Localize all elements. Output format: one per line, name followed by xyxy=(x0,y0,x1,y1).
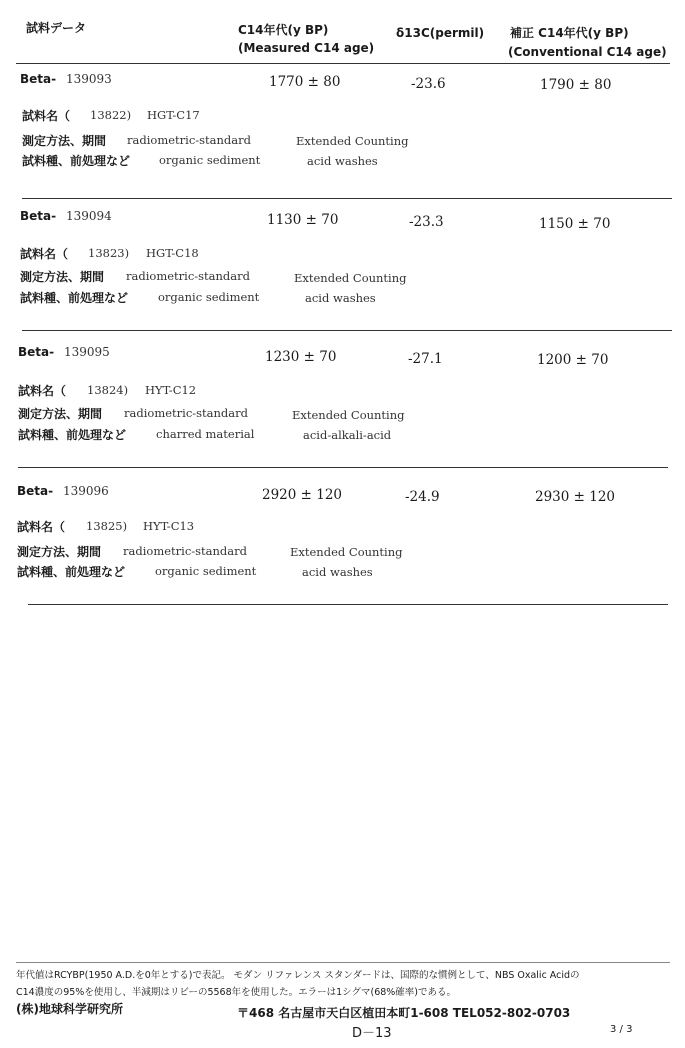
sample-code: HGT-C18 xyxy=(146,246,199,260)
material-value: organic sediment xyxy=(155,564,257,578)
record-rule xyxy=(22,198,672,199)
pretreatment-value: acid-alkali-acid xyxy=(303,428,392,442)
method-label: 測定方法、期間 xyxy=(18,407,103,421)
header-rule xyxy=(16,63,670,64)
conventional-age: 2930 ± 120 xyxy=(535,489,616,505)
method-label: 測定方法、期間 xyxy=(17,545,102,559)
header-measured-age-en: (Measured C14 age) xyxy=(238,41,375,55)
sample-number: 13823) xyxy=(88,246,130,260)
record-rule xyxy=(28,604,668,605)
pretreatment-value: acid washes xyxy=(307,154,378,168)
delta-13c: -24.9 xyxy=(405,489,440,505)
material-label: 試料種、前処理など xyxy=(20,291,129,305)
sample-code: HYT-C12 xyxy=(145,383,197,397)
method-value: radiometric-standard xyxy=(124,406,249,420)
header-measured-age: C14年代(y BP) xyxy=(238,23,329,37)
sample-number: 13822) xyxy=(90,108,132,122)
record-rule xyxy=(18,467,668,468)
delta-13c: -23.3 xyxy=(409,214,444,230)
page-count: 3 / 3 xyxy=(610,1024,633,1035)
header-delta-13c: δ13C(permil) xyxy=(396,26,485,40)
material-value: organic sediment xyxy=(159,153,261,167)
material-value: charred material xyxy=(156,427,255,441)
material-label: 試料種、前処理など xyxy=(17,565,126,579)
delta-13c: -27.1 xyxy=(408,351,443,367)
page-code: D－13 xyxy=(352,1026,392,1041)
conventional-age: 1790 ± 80 xyxy=(540,77,612,93)
material-value: organic sediment xyxy=(158,290,260,304)
company-address: 〒468 名古屋市天白区植田本町1-608 TEL052-802-0703 xyxy=(237,1006,571,1020)
sample-name-label: 試料名（ xyxy=(22,109,71,123)
material-label: 試料種、前処理など xyxy=(22,154,131,168)
pretreatment-value: acid washes xyxy=(302,565,373,579)
method-detail: Extended Counting xyxy=(292,408,405,422)
footer-note-line1: 年代値はRCYBP(1950 A.D.を0年とする)で表記。 モダン リファレンス スタンダードは、国際的な慣例として、NBS Oxalic Acidの xyxy=(16,970,580,981)
material-label: 試料種、前処理など xyxy=(18,428,127,442)
measured-age: 1130 ± 70 xyxy=(267,212,339,228)
method-label: 測定方法、期間 xyxy=(20,270,105,284)
pretreatment-value: acid washes xyxy=(305,291,376,305)
footer-note-line2: C14濃度の95%を使用し、半減期はリビーの5568年を使用した。エラーは1シグマ(68%確率)である。 xyxy=(16,987,457,998)
measured-age: 1230 ± 70 xyxy=(265,349,337,365)
method-value: radiometric-standard xyxy=(123,544,248,558)
header-sample-data: 試料データ xyxy=(26,21,87,35)
beta-prefix: Beta- xyxy=(18,345,55,359)
method-value: radiometric-standard xyxy=(126,269,251,283)
beta-prefix: Beta- xyxy=(20,209,57,223)
sample-code: HGT-C17 xyxy=(147,108,200,122)
method-label: 測定方法、期間 xyxy=(22,134,107,148)
header-conventional-age: 補正 C14年代(y BP) xyxy=(510,26,629,40)
beta-number: 139094 xyxy=(66,209,112,223)
method-detail: Extended Counting xyxy=(290,545,403,559)
beta-number: 139096 xyxy=(63,484,109,498)
sample-name-label: 試料名（ xyxy=(17,520,66,534)
sample-number: 13824) xyxy=(87,383,129,397)
conventional-age: 1150 ± 70 xyxy=(539,216,611,232)
method-detail: Extended Counting xyxy=(296,134,409,148)
delta-13c: -23.6 xyxy=(411,76,446,92)
sample-name-label: 試料名（ xyxy=(20,247,69,261)
footer-rule xyxy=(16,962,670,963)
conventional-age: 1200 ± 70 xyxy=(537,352,609,368)
sample-name-label: 試料名（ xyxy=(18,384,67,398)
method-value: radiometric-standard xyxy=(127,133,252,147)
sample-code: HYT-C13 xyxy=(143,519,195,533)
method-detail: Extended Counting xyxy=(294,271,407,285)
measured-age: 2920 ± 120 xyxy=(262,487,343,503)
beta-prefix: Beta- xyxy=(17,484,54,498)
beta-prefix: Beta- xyxy=(20,72,57,86)
measured-age: 1770 ± 80 xyxy=(269,74,341,90)
sample-number: 13825) xyxy=(86,519,128,533)
record-rule xyxy=(22,330,672,331)
beta-number: 139095 xyxy=(64,345,110,359)
company-name: (株)地球科学研究所 xyxy=(16,1002,123,1016)
beta-number: 139093 xyxy=(66,72,112,86)
header-conventional-age-en: (Conventional C14 age) xyxy=(508,45,667,59)
